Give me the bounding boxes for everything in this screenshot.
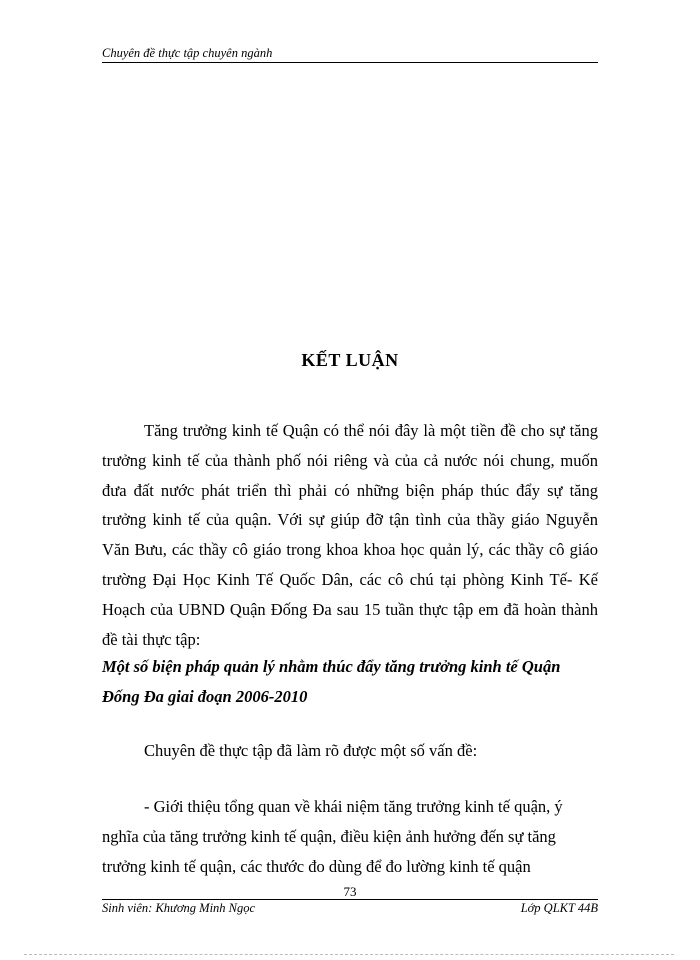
body-paragraph-point-1: - Giới thiệu tổng quan về khái niệm tăng trưởng kinh tế quận, ý nghĩa của tăng trưởng kinh tế quận, điều kiện ảnh hưởng đến sự tăng trưởng kinh tế quận, các thước đo dùng để đo lường kinh tế quận <box>102 797 563 876</box>
page-break-divider <box>24 954 674 955</box>
footer-student: Sinh viên: Khương Minh Ngọc <box>102 901 256 915</box>
footer-class: Lớp QLKT 44B <box>520 901 598 915</box>
page-title: KẾT LUẬN <box>301 350 399 370</box>
page-header <box>102 46 598 63</box>
footer-divider <box>102 899 598 900</box>
page-number: 73 <box>343 884 357 899</box>
body-paragraph-intro: Tăng trưởng kinh tế Quận có thể nói đây là một tiền đề cho sự tăng trưởng kinh tế của thành phố nói riêng và của cả nước nói chung, muốn đưa đất nước phát triển thì phải có những biện pháp thúc đẩy sự tăng trưởng kinh tế của quận. Với sự giúp đỡ tận tình của thầy giáo Nguyễn Văn Bưu, các thầy cô giáo trong khoa khoa học quản lý, các thầy cô giáo trường Đại Học Kinh Tế Quốc Dân, các cô chú tại phòng Kinh Tế- Kế Hoạch của UBND Quận Đống Đa sau 15 tuần thực tập em đã hoàn thành đề tài thực tập: <box>102 421 598 649</box>
header-title: Chuyên đề thực tập chuyên ngành <box>102 46 273 60</box>
body-paragraph-summary: Chuyên đề thực tập đã làm rõ được một số vấn đề: <box>144 741 478 760</box>
topic-title: Một số biện pháp quản lý nhằm thúc đẩy tăng trưởng kinh tế Quận Đống Đa giai đoạn 2006-2010 <box>102 657 561 706</box>
page-footer <box>102 901 598 916</box>
